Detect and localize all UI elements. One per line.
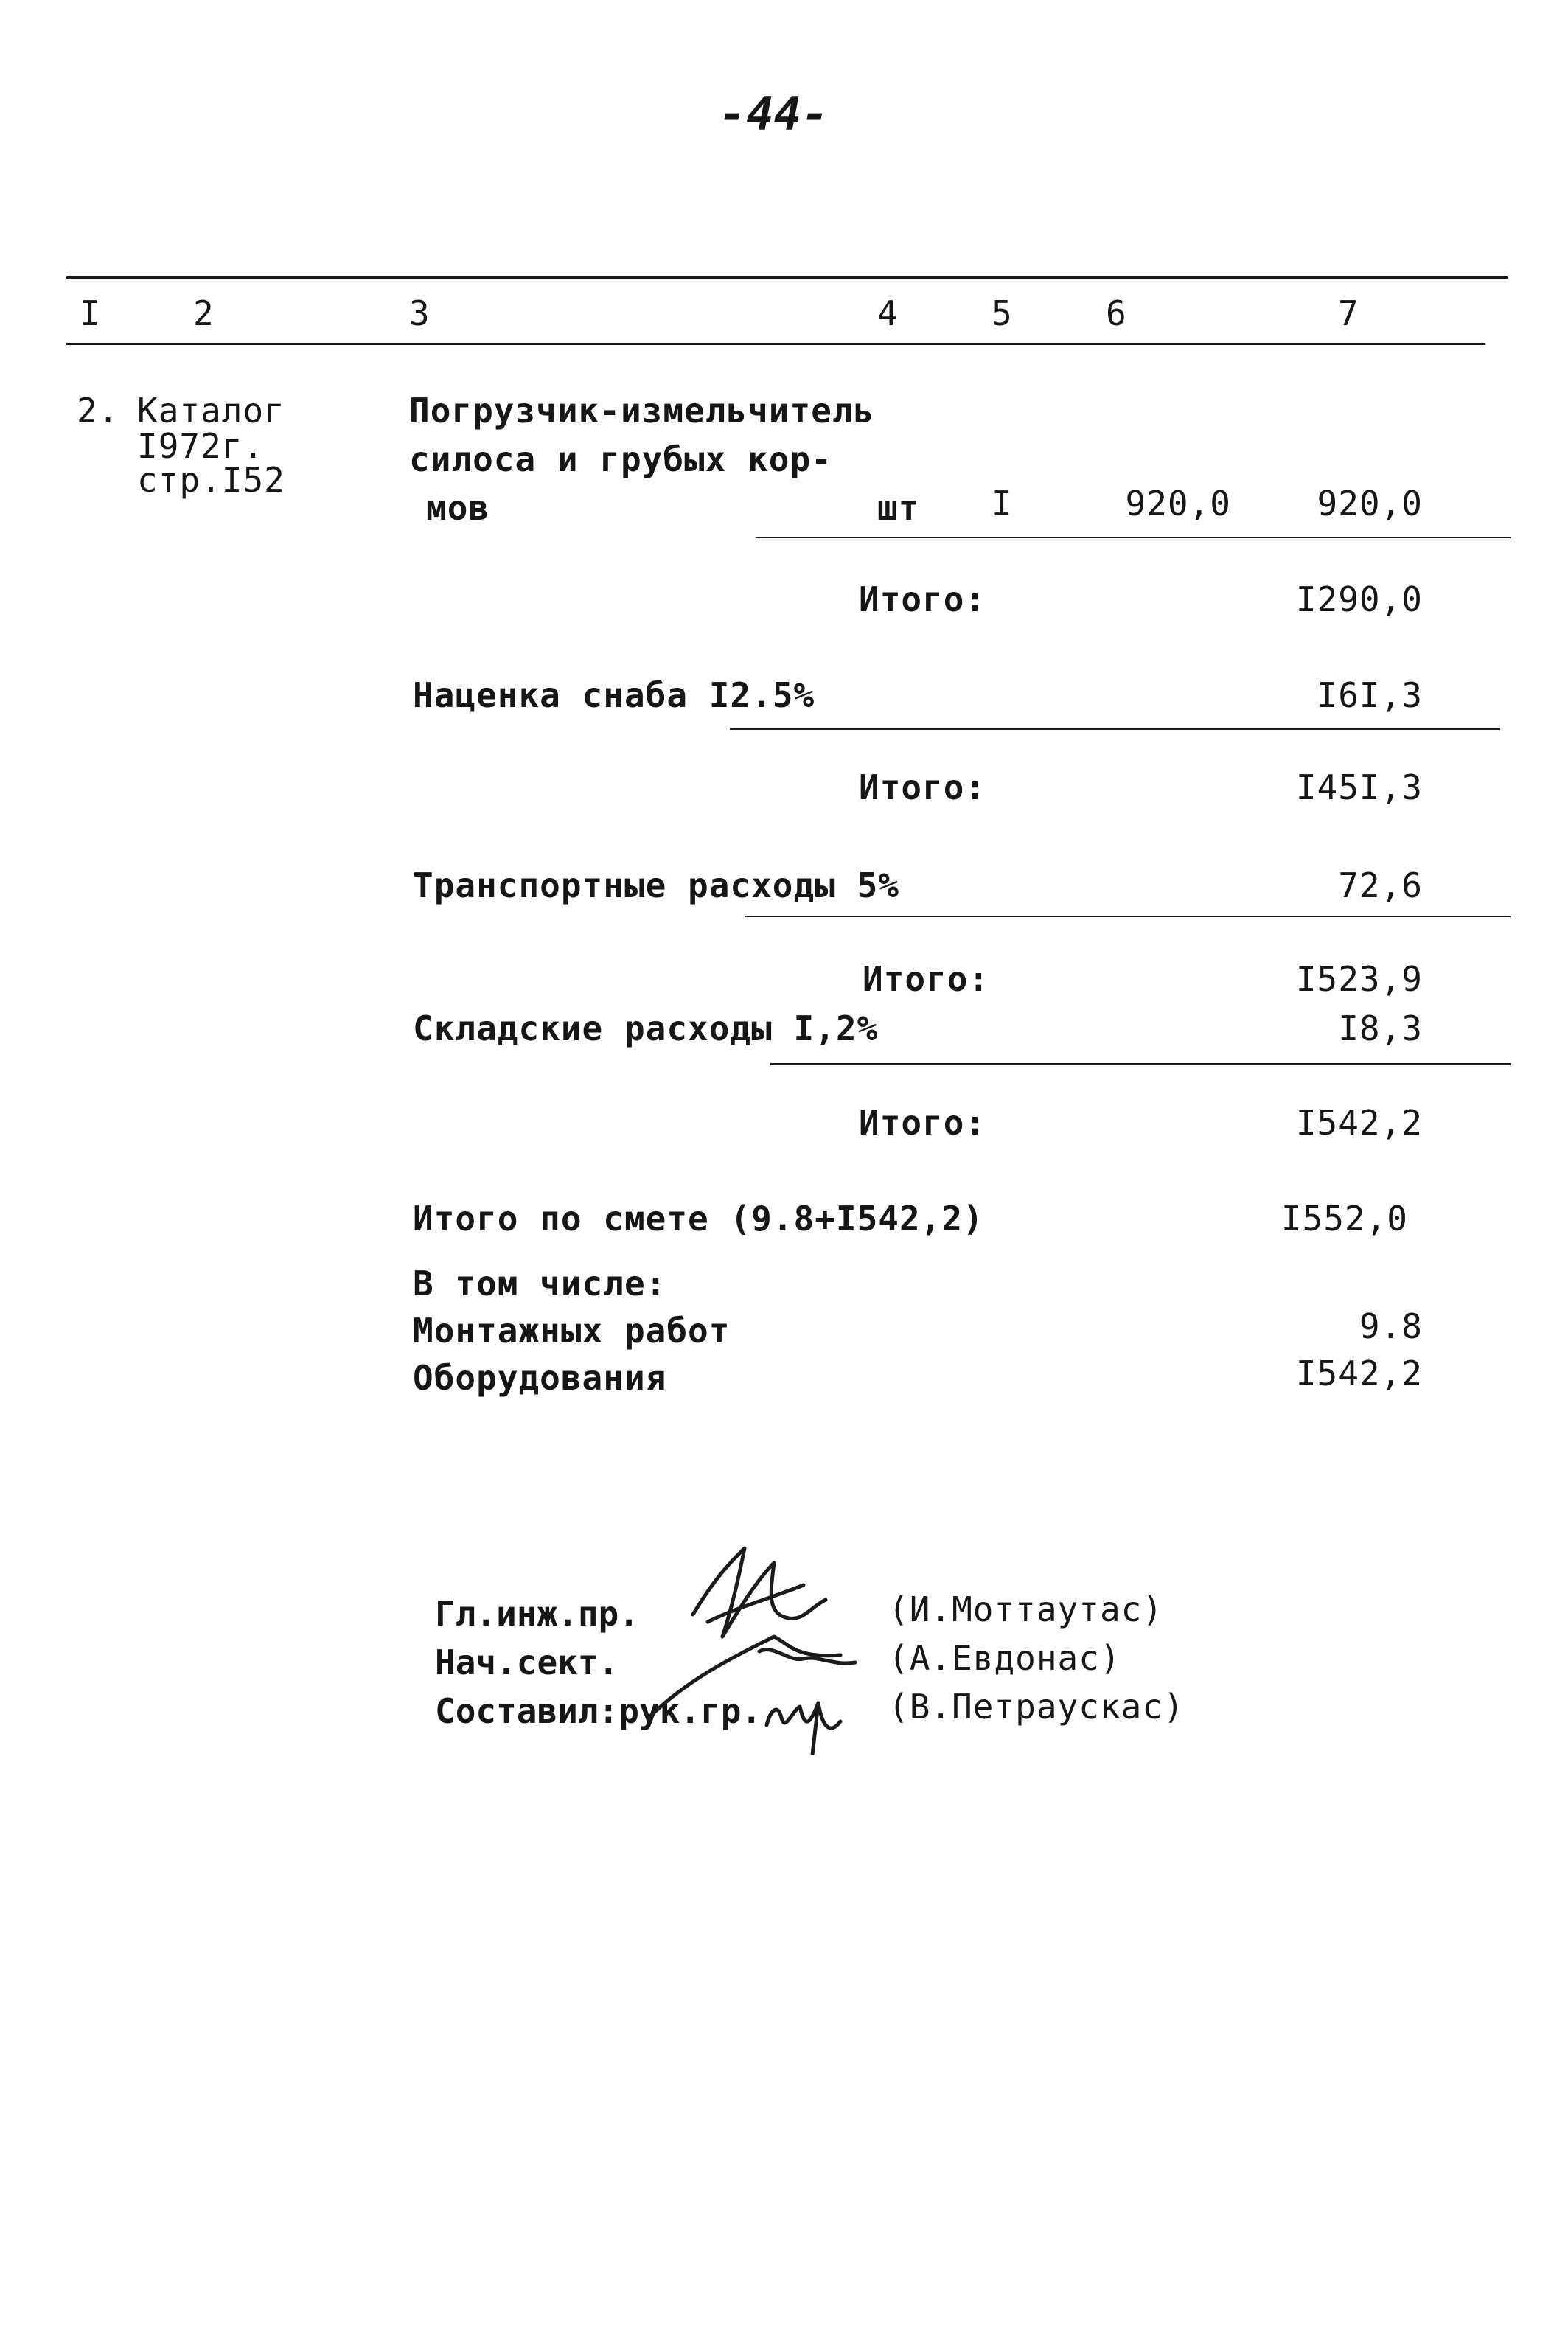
estimate-total-label: Итого по смете (9.8+I542,2)	[413, 1199, 984, 1239]
estimate-total-value: I552,0	[1280, 1199, 1408, 1239]
item-total: 920,0	[1317, 484, 1423, 523]
signature-role: Составил:рук.гр.	[435, 1691, 762, 1731]
row-rule	[770, 1063, 1511, 1065]
including-label: В том числе:	[413, 1264, 667, 1303]
column-header-6: 6	[1106, 293, 1127, 333]
row-rule	[730, 728, 1500, 730]
mounting-works-label: Монтажных работ	[413, 1311, 731, 1351]
column-header-7: 7	[1338, 293, 1359, 333]
supply-markup-value: I6I,3	[1317, 675, 1423, 715]
subtotal-value: I523,9	[1295, 959, 1423, 999]
column-header-3: 3	[409, 293, 431, 333]
subtotal-value: I290,0	[1295, 579, 1423, 619]
subtotal-label: Итого:	[859, 579, 986, 619]
equipment-value: I542,2	[1295, 1354, 1423, 1393]
transport-costs-label: Транспортные расходы 5%	[413, 865, 899, 905]
item-name-line: силоса и грубых кор-	[409, 439, 832, 479]
supply-markup-label: Наценка снаба I2.5%	[413, 675, 815, 715]
signatory-name: (В.Петраускас)	[888, 1687, 1185, 1727]
signature-role: Нач.сект.	[435, 1643, 619, 1682]
column-header-1: I	[80, 293, 101, 333]
transport-costs-value: 72,6	[1338, 865, 1423, 905]
handwritten-signature	[619, 1533, 870, 1755]
signatory-name: (И.Моттаутас)	[888, 1589, 1164, 1629]
header-top-rule	[66, 276, 1508, 279]
item-name-line: мов	[426, 488, 490, 528]
item-quantity: I	[992, 484, 1013, 523]
column-header-2: 2	[193, 293, 215, 333]
item-source-line: I972г.	[137, 426, 265, 466]
row-rule	[745, 916, 1511, 917]
warehouse-costs-value: I8,3	[1338, 1009, 1423, 1048]
subtotal-label: Итого:	[859, 767, 986, 807]
item-name-line: Погрузчик-измельчитель	[409, 391, 875, 431]
column-header-4: 4	[877, 293, 899, 333]
subtotal-value: I45I,3	[1295, 767, 1423, 807]
item-number: 2.	[77, 391, 119, 431]
item-source-line: Каталог	[137, 391, 285, 431]
signatory-name: (А.Евдонас)	[888, 1638, 1121, 1678]
row-rule	[756, 537, 1511, 538]
item-unit: шт	[877, 488, 920, 528]
subtotal-value: I542,2	[1295, 1103, 1423, 1143]
warehouse-costs-label: Складские расходы I,2%	[413, 1009, 879, 1048]
mounting-works-value: 9.8	[1359, 1306, 1423, 1346]
subtotal-label: Итого:	[859, 1103, 986, 1143]
signature-role: Гл.инж.пр.	[435, 1594, 639, 1634]
column-header-5: 5	[992, 293, 1013, 333]
item-price: 920,0	[1125, 484, 1231, 523]
page-number: -44-	[719, 87, 829, 141]
subtotal-label: Итого:	[863, 959, 990, 999]
item-source-line: стр.I52	[137, 460, 285, 500]
equipment-label: Оборудования	[413, 1358, 667, 1398]
header-bottom-rule	[66, 343, 1485, 345]
